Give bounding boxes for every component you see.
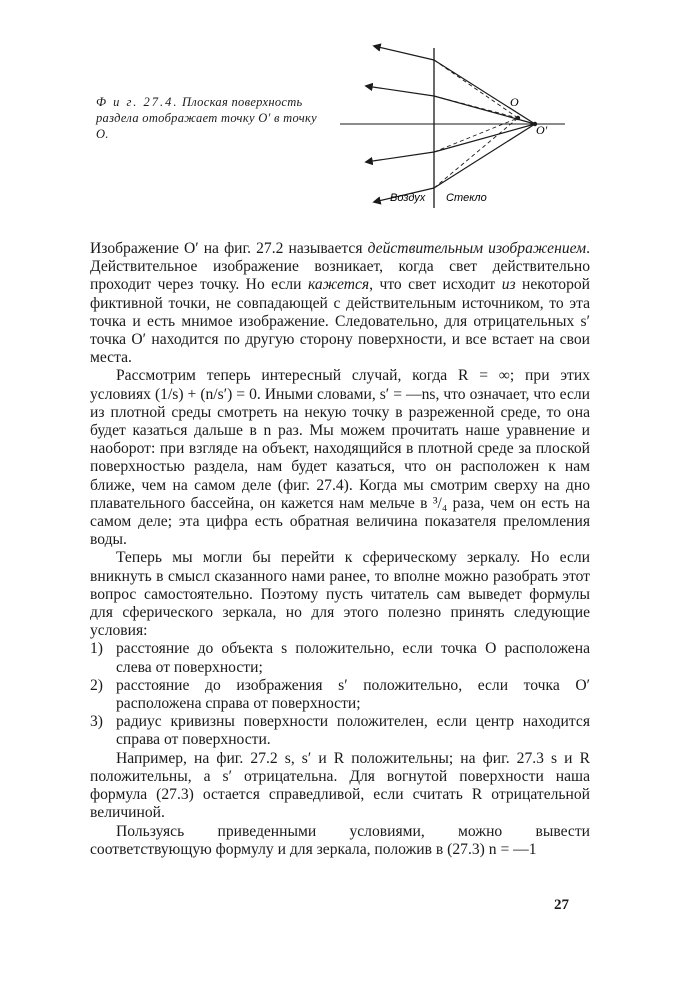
air-ray xyxy=(366,152,434,162)
air-ray xyxy=(366,86,434,96)
body-text xyxy=(90,240,590,859)
virtual-ray xyxy=(434,118,518,152)
glass-ray xyxy=(434,124,535,188)
condition-number: 2) xyxy=(90,676,103,694)
condition-number: 3) xyxy=(90,713,103,731)
condition-number: 1) xyxy=(90,640,103,658)
virtual-ray xyxy=(434,118,518,188)
text-run: Теперь мы могли бы перейти к сферическому зеркалу. Но если вникнуть в смысл сказанного нами ранее, то вполне можно разобрать этот вопрос самостоятельно. Поэтому пусть читатель сам выведет формулы для сферического зеркала, но для этого полезно принять следующие условия: xyxy=(90,549,590,640)
figure-caption-text: Плоская поверхность раздела отображает точку O′ в точку O. xyxy=(96,95,317,141)
air-ray xyxy=(374,46,434,60)
virtual-ray xyxy=(434,60,518,118)
text-run: Изображение O′ на фиг. 27.2 называется xyxy=(90,240,368,257)
point-O xyxy=(516,116,520,120)
emphasis-text: действительным изображением xyxy=(367,240,587,257)
text-run: некоторой фиктивной точки, не совпадающей с действительным источником, то эта точка и есть мнимое изображение. Следовательно, для отрицательных s′ точка O′ находится по другую сторону поверхности, и все встает на свои места. xyxy=(90,276,591,367)
glass-ray xyxy=(434,124,535,152)
condition-item xyxy=(90,677,590,713)
conditions-list xyxy=(90,640,590,749)
paragraph xyxy=(90,367,590,549)
paragraph xyxy=(90,240,590,367)
paragraph: Пользуясь приведенными условиями, можно вывести соответствующую формулу и для зеркала, положив в (27.3) n = —1 xyxy=(90,822,590,858)
emphasis-text: кажется xyxy=(307,276,370,294)
page-number: 27 xyxy=(554,897,569,913)
condition-item xyxy=(90,640,590,676)
text-run: , что свет исходит xyxy=(369,276,502,294)
condition-text: расстояние до объекта s положительно, если точка O расположена слева от поверхности; xyxy=(116,640,590,676)
condition-text: расстояние до изображения s′ положительно, если точка O′ расположена справа от поверхности; xyxy=(116,676,590,713)
paragraphs xyxy=(90,240,590,640)
label-O: O xyxy=(510,95,519,109)
paragraph: Например, на фиг. 27.2 s, s′ и R положительны; на фиг. 27.3 s и R положительны, а s′ отрицательна. Для вогнутой поверхности наша формула (27.3) остается справедливой, если считать R отрицательной величиной. xyxy=(90,749,590,822)
label-air: Воздух xyxy=(390,192,426,204)
figure-caption-label: Ф и г. 27.4. xyxy=(96,95,179,109)
text-run: . Действительное изображение возникает, когда свет действительно проходит через точку. Но если xyxy=(90,240,591,294)
figure-27-4-diagram xyxy=(330,38,590,218)
condition-item xyxy=(90,713,590,749)
condition-text: радиус кривизны поверхности положителен, если центр находится справа от поверхности. xyxy=(116,713,590,749)
emphasis-text: из xyxy=(501,276,516,294)
paragraph xyxy=(90,549,590,640)
glass-ray xyxy=(434,60,535,124)
text-run: Рассмотрим теперь интересный случай, когда R = ∞; при этих условиях (1/s) + (n/s′) = 0. Иными словами, s′ = —ns, что означает, что если из плотной среды смотреть на некую точку в разреженной среде, то она будет казаться дальше в n раз. Мы можем прочитать наше уравнение и наоборот: при взгляде на объект, находящийся в плотной среде за плоской поверхностью раздела, нам будет казаться, что он расположен к нам ближе, чем на самом деле (фиг. 27.4). Когда мы смотрим сверху на дно плавательного бассейна, он кажется нам мельче в ³/₄ раза, чем он есть на самом деле; эта цифра есть обратная величина показателя преломления воды. xyxy=(90,367,590,549)
label-glass: Стекло xyxy=(446,192,487,204)
figure-caption xyxy=(96,94,326,142)
closing-paragraphs xyxy=(90,750,590,859)
label-O-prime: O′ xyxy=(536,123,548,137)
